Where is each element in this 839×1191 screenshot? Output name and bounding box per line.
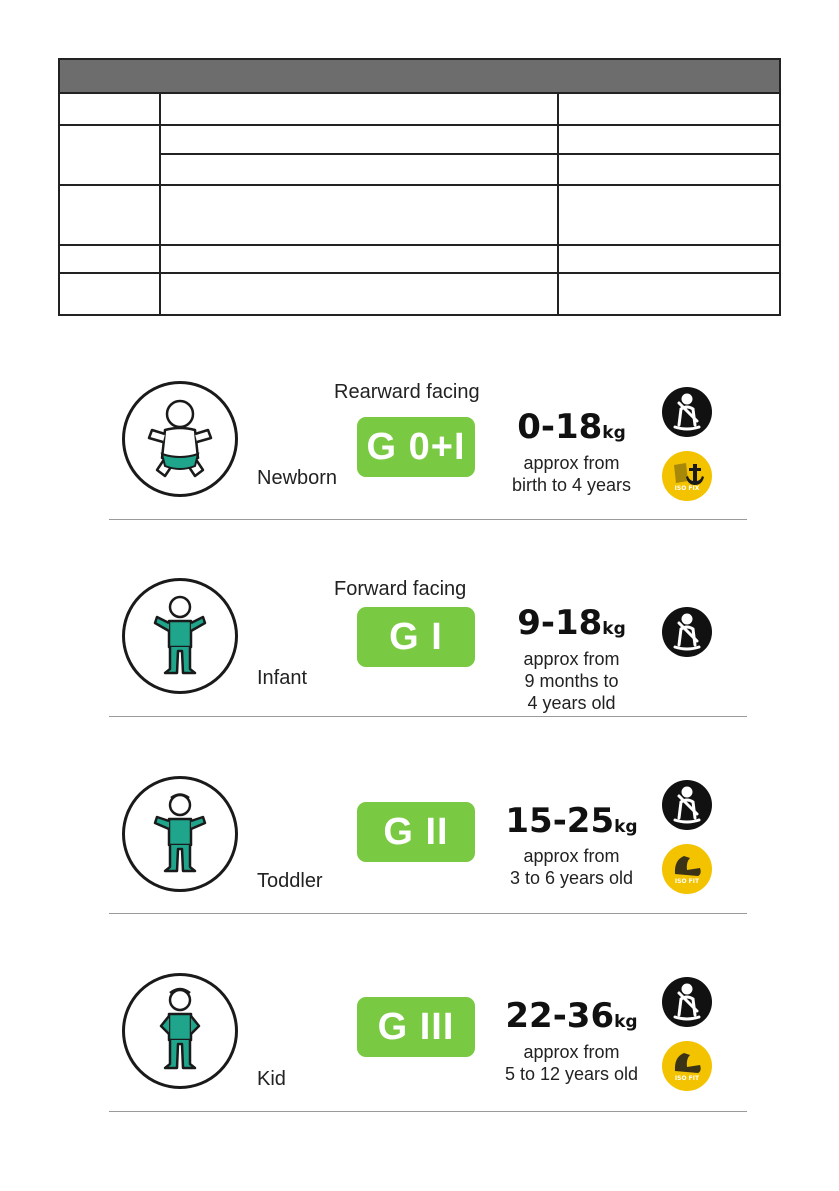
newborn-figure-icon <box>122 381 238 497</box>
group-row-newborn <box>109 381 750 521</box>
age-range <box>489 1041 654 1085</box>
weight-unit: kg <box>602 619 626 639</box>
age-line: approx from <box>523 453 620 473</box>
group-row-toddler <box>109 776 750 916</box>
group-badge: G III <box>357 997 475 1057</box>
age-line: 5 to 12 years old <box>504 1064 639 1084</box>
kid-figure-icon <box>122 973 238 1089</box>
group-row-kid <box>109 973 750 1113</box>
toddler-figure-icon <box>122 776 238 892</box>
seat-belt-icon <box>662 977 712 1027</box>
age-range <box>489 845 654 889</box>
weight-unit: kg <box>614 817 638 837</box>
spec-table <box>58 58 781 316</box>
table-row-divider <box>60 272 779 274</box>
row-separator <box>109 519 747 520</box>
table-row-divider <box>60 244 779 246</box>
weight-value: 15-25 <box>505 801 615 841</box>
age-line: approx from <box>523 846 620 866</box>
row-separator <box>109 1111 747 1112</box>
weight-range <box>494 407 649 447</box>
isofit-seat-icon <box>662 1041 712 1091</box>
table-row-divider <box>60 124 779 126</box>
group-row-infant <box>109 578 750 718</box>
seat-belt-icon <box>662 780 712 830</box>
table-row-divider <box>159 153 779 155</box>
row-separator <box>109 913 747 914</box>
age-range <box>489 452 654 496</box>
age-line: approx from <box>523 649 620 669</box>
weight-range <box>494 801 649 841</box>
isofit-label: ISO FIT <box>674 878 700 885</box>
seat-belt-icon <box>662 387 712 437</box>
weight-unit: kg <box>602 423 626 443</box>
isofix-label: ISO FIX <box>674 485 700 492</box>
age-line: approx from <box>523 1042 620 1062</box>
age-line: birth to 4 years <box>511 475 632 495</box>
infant-figure-icon <box>122 578 238 694</box>
seat-belt-icon <box>662 607 712 657</box>
group-badge: G I <box>357 607 475 667</box>
isofit-label: ISO FIT <box>674 1075 700 1082</box>
weight-value: 22-36 <box>505 996 615 1036</box>
stage-label: Infant <box>257 667 308 689</box>
weight-value: 9-18 <box>517 603 603 643</box>
table-row-divider <box>60 184 779 186</box>
stage-label: Newborn <box>257 467 338 489</box>
age-line: 4 years old <box>527 693 616 713</box>
group-badge: G 0+I <box>357 417 475 477</box>
facing-label: Rearward facing <box>334 381 480 403</box>
isofit-seat-icon <box>662 844 712 894</box>
isofix-anchor-icon <box>662 451 712 501</box>
group-badge: G II <box>357 802 475 862</box>
weight-value: 0-18 <box>517 407 603 447</box>
row-separator <box>109 716 747 717</box>
weight-unit: kg <box>614 1012 638 1032</box>
weight-range <box>494 996 649 1036</box>
weight-range <box>494 603 649 643</box>
stage-label: Kid <box>257 1068 286 1090</box>
stage-label: Toddler <box>257 870 323 892</box>
facing-label: Forward facing <box>334 578 467 600</box>
age-range <box>489 648 654 714</box>
age-line: 9 months to <box>524 671 619 691</box>
table-header-bar <box>60 60 779 94</box>
age-line: 3 to 6 years old <box>509 868 634 888</box>
